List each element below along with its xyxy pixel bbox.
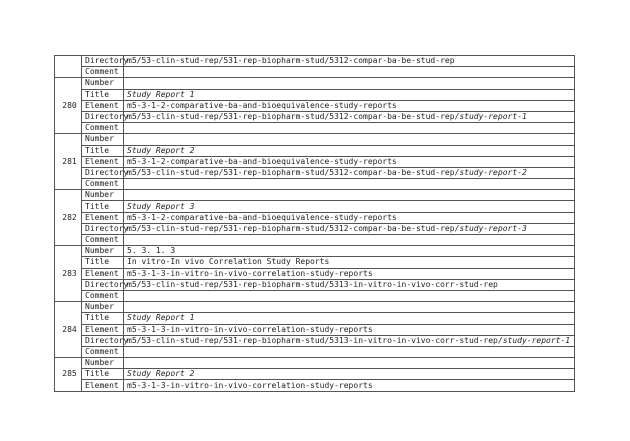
field-value-cell bbox=[124, 302, 575, 313]
table-row bbox=[55, 179, 575, 190]
field-value-text: m5-3-1-2-comparative-ba-and-bioequivalence-study-reports bbox=[127, 156, 397, 166]
field-name-cell: Element bbox=[82, 268, 124, 279]
field-value-italic: Study Report 2 bbox=[127, 145, 195, 155]
field-value-text: m5-3-1-3-in-vitro-in-vivo-correlation-study-reports bbox=[127, 268, 373, 278]
table-row bbox=[55, 111, 575, 122]
field-value-text: m5/53-clin-stud-rep/531-rep-biopharm-stud/5313-in-vitro-in-vivo-corr-stud-rep/ bbox=[127, 335, 503, 345]
table-row bbox=[55, 335, 575, 346]
field-value-cell bbox=[124, 279, 575, 290]
table-row bbox=[55, 324, 575, 335]
table-row bbox=[55, 145, 575, 156]
table-row bbox=[55, 212, 575, 223]
field-value-cell bbox=[124, 123, 575, 134]
field-value-cell bbox=[124, 145, 575, 156]
field-value-cell bbox=[124, 134, 575, 145]
field-value-cell bbox=[124, 212, 575, 223]
field-name-cell: Comment bbox=[82, 346, 124, 357]
field-name-cell: Title bbox=[82, 201, 124, 212]
field-name-cell: Element bbox=[82, 324, 124, 335]
field-value-cell bbox=[124, 358, 575, 369]
field-name-cell: Directory bbox=[82, 223, 124, 234]
table-row bbox=[55, 156, 575, 167]
field-name-cell: Title bbox=[82, 313, 124, 324]
field-value-cell bbox=[124, 223, 575, 234]
field-value-cell bbox=[124, 67, 575, 78]
field-name-cell: Comment bbox=[82, 179, 124, 190]
field-value-cell bbox=[124, 324, 575, 335]
field-value-text: m5-3-1-3-in-vitro-in-vivo-correlation-study-reports bbox=[127, 380, 373, 390]
field-value-text: m5/53-clin-stud-rep/531-rep-biopharm-stud/5312-compar-ba-be-stud-rep/ bbox=[127, 223, 460, 233]
field-value-text: m5/53-clin-stud-rep/531-rep-biopharm-stud/5312-compar-ba-be-stud-rep bbox=[127, 56, 455, 66]
field-value-cell bbox=[124, 290, 575, 301]
field-value-cell bbox=[124, 335, 575, 346]
field-name-cell: Number bbox=[82, 190, 124, 201]
field-value-cell bbox=[124, 56, 575, 67]
field-value-italic: study-report-1 bbox=[502, 335, 571, 345]
row-number-cell: 283 bbox=[55, 246, 82, 302]
field-name-cell: Title bbox=[82, 369, 124, 380]
field-value-text: m5-3-1-2-comparative-ba-and-bioequivalence-study-reports bbox=[127, 212, 397, 222]
field-name-cell: Directory bbox=[82, 56, 124, 67]
field-name-cell: Title bbox=[82, 257, 124, 268]
field-name-cell: Number bbox=[82, 134, 124, 145]
field-name-cell: Number bbox=[82, 246, 124, 257]
row-number-cell: 282 bbox=[55, 190, 82, 246]
field-name-cell: Directory bbox=[82, 335, 124, 346]
table-row bbox=[55, 167, 575, 178]
field-value-cell bbox=[124, 89, 575, 100]
table-row bbox=[55, 201, 575, 212]
field-value-cell bbox=[124, 369, 575, 380]
row-number-cell: 285 bbox=[55, 358, 82, 392]
table-row bbox=[55, 246, 575, 257]
table-row bbox=[55, 257, 575, 268]
row-number-cell: 281 bbox=[55, 134, 82, 190]
table-row bbox=[55, 380, 575, 391]
field-value-text: m5-3-1-2-comparative-ba-and-bioequivalence-study-reports bbox=[127, 100, 397, 110]
field-value-cell bbox=[124, 156, 575, 167]
field-value-italic: Study Report 1 bbox=[127, 313, 195, 323]
field-value-text: In vitro-In vivo Correlation Study Reports bbox=[127, 257, 330, 267]
field-value-cell bbox=[124, 235, 575, 246]
field-value-cell bbox=[124, 111, 575, 122]
table-row bbox=[55, 235, 575, 246]
field-name-cell: Title bbox=[82, 145, 124, 156]
field-value-italic: study-report-2 bbox=[459, 167, 527, 177]
field-value-text: 5. 3. 1. 3 bbox=[127, 246, 176, 256]
field-value-cell bbox=[124, 167, 575, 178]
field-name-cell: Number bbox=[82, 78, 124, 89]
table-row bbox=[55, 268, 575, 279]
table-row bbox=[55, 78, 575, 89]
field-name-cell: Comment bbox=[82, 235, 124, 246]
field-value-text: m5/53-clin-stud-rep/531-rep-biopharm-stud/5312-compar-ba-be-stud-rep/ bbox=[127, 112, 460, 122]
field-name-cell: Directory bbox=[82, 167, 124, 178]
field-name-cell: Element bbox=[82, 380, 124, 391]
field-value-cell bbox=[124, 201, 575, 212]
table-row bbox=[55, 67, 575, 78]
table-row bbox=[55, 223, 575, 234]
field-name-cell: Element bbox=[82, 100, 124, 111]
field-value-italic: study-report-3 bbox=[459, 223, 527, 233]
field-value-italic: Study Report 1 bbox=[127, 89, 195, 99]
row-number-cell: 284 bbox=[55, 302, 82, 358]
field-value-italic: Study Report 3 bbox=[127, 201, 195, 211]
table-row bbox=[55, 290, 575, 301]
table-row bbox=[55, 313, 575, 324]
field-value-cell bbox=[124, 380, 575, 391]
table-row bbox=[55, 89, 575, 100]
row-number-cell bbox=[55, 56, 82, 78]
field-value-italic: Study Report 2 bbox=[127, 369, 195, 379]
field-name-cell: Element bbox=[82, 212, 124, 223]
field-value-cell bbox=[124, 268, 575, 279]
field-value-cell bbox=[124, 78, 575, 89]
field-name-cell: Comment bbox=[82, 123, 124, 134]
row-number-cell: 280 bbox=[55, 78, 82, 134]
field-name-cell: Comment bbox=[82, 290, 124, 301]
field-value-cell bbox=[124, 257, 575, 268]
field-value-text: m5-3-1-3-in-vitro-in-vivo-correlation-study-reports bbox=[127, 324, 373, 334]
field-name-cell: Number bbox=[82, 358, 124, 369]
field-name-cell: Comment bbox=[82, 67, 124, 78]
field-name-cell: Directory bbox=[82, 111, 124, 122]
field-value-italic: study-report-1 bbox=[459, 112, 527, 122]
table-row bbox=[55, 100, 575, 111]
field-name-cell: Title bbox=[82, 89, 124, 100]
table-row bbox=[55, 190, 575, 201]
table-row bbox=[55, 302, 575, 313]
field-value-text: m5/53-clin-stud-rep/531-rep-biopharm-stud/5313-in-vitro-in-vivo-corr-stud-rep bbox=[127, 279, 498, 289]
field-value-cell bbox=[124, 190, 575, 201]
field-value-cell bbox=[124, 246, 575, 257]
field-value-text: m5/53-clin-stud-rep/531-rep-biopharm-stud/5312-compar-ba-be-stud-rep/ bbox=[127, 167, 460, 177]
field-name-cell: Element bbox=[82, 156, 124, 167]
table-row bbox=[55, 134, 575, 145]
ctd-structure-table bbox=[54, 55, 575, 392]
field-value-cell bbox=[124, 100, 575, 111]
field-value-cell bbox=[124, 346, 575, 357]
table-row bbox=[55, 56, 575, 67]
table-row bbox=[55, 279, 575, 290]
table-row bbox=[55, 346, 575, 357]
field-value-cell bbox=[124, 179, 575, 190]
field-value-cell bbox=[124, 313, 575, 324]
table-row bbox=[55, 123, 575, 134]
field-name-cell: Directory bbox=[82, 279, 124, 290]
table-body bbox=[55, 56, 575, 392]
field-name-cell: Number bbox=[82, 302, 124, 313]
table-row bbox=[55, 369, 575, 380]
table-row bbox=[55, 358, 575, 369]
